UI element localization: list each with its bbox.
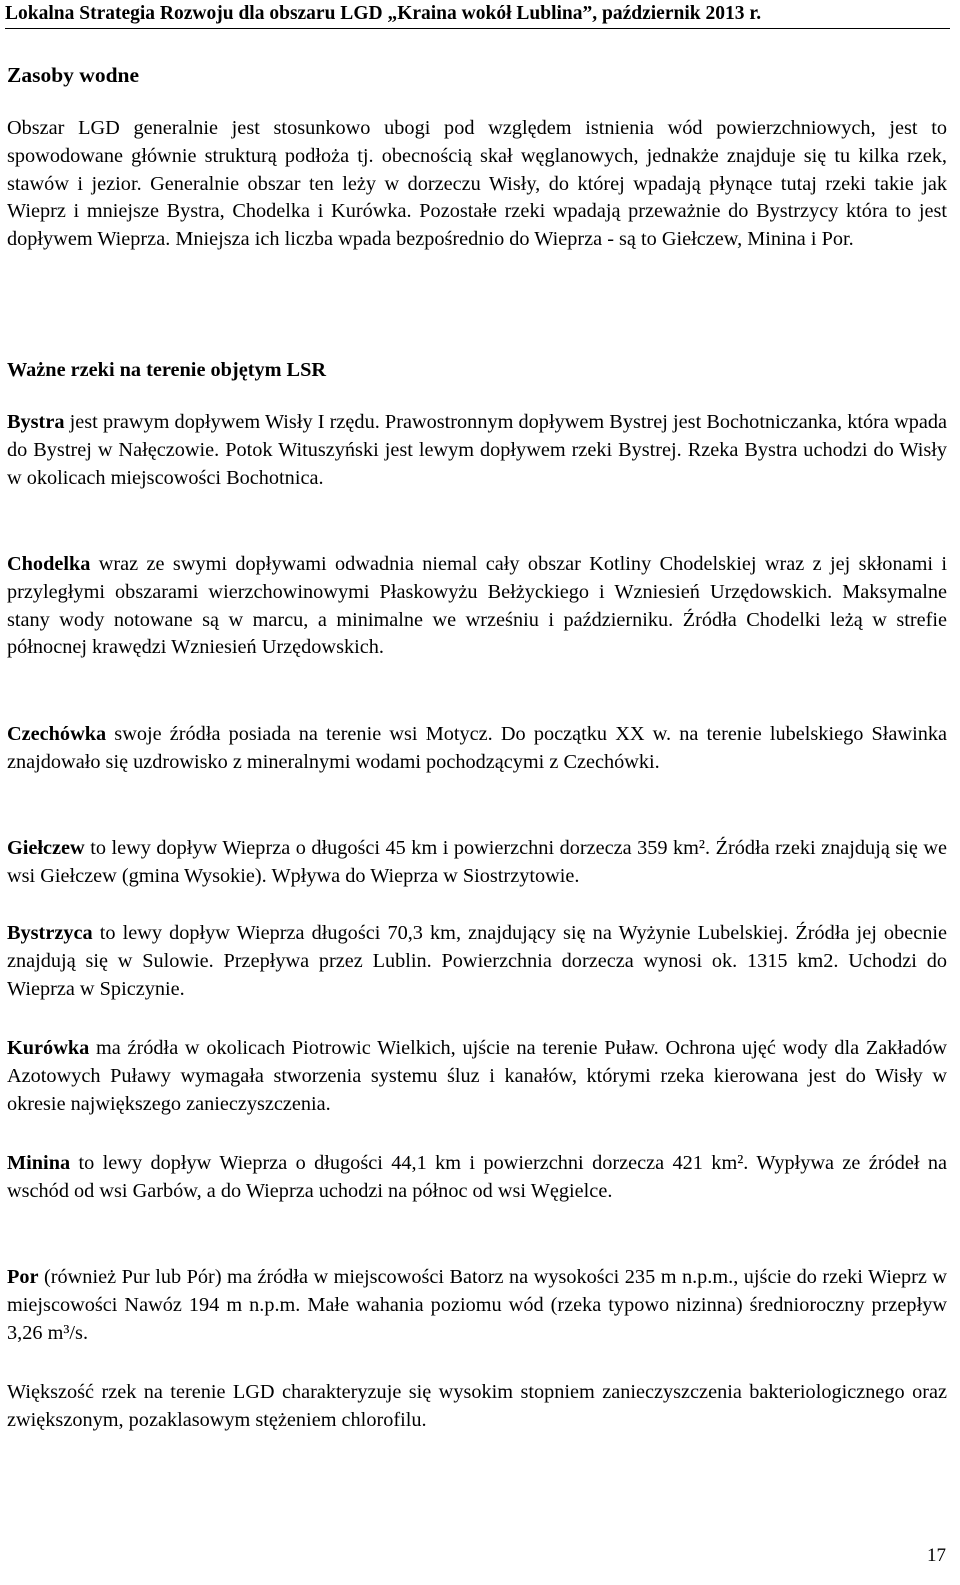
river-description: to lewy dopływ Wieprza długości 70,3 km, znajdujący się na Wyżynie Lubelskiej. Źródła jej obecnie znajdują się w Sulowie. Przepływa przez Lublin. Powierzchnia dorzecza wynosi ok. 1315 km2. Uchodzi do Wieprza w Spiczynie. — [7, 922, 947, 1000]
river-name: Giełczew — [7, 837, 85, 859]
page-number: 17 — [927, 1545, 946, 1566]
river-description: (również Pur lub Pór) ma źródła w miejscowości Batorz na wysokości 235 m n.p.m., ujście do rzeki Wieprz w miejscowości Nawóz 194 m n.p.m. Małe wahania poziomu wód (rzeka typowo nizinna) średnioroczny przepływ 3,26 m³/s. — [7, 1266, 947, 1344]
river-description: swoje źródła posiada na terenie wsi Motycz. Do początku XX w. na terenie lubelskiego Sławinka znajdowało się uzdrowisko z mineralnymi wodami pochodzącymi z Czechówki. — [7, 723, 947, 773]
river-name: Minina — [7, 1152, 71, 1174]
page-header: Lokalna Strategia Rozwoju dla obszaru LGD „Kraina wokół Lublina”, październik 2013 r. — [5, 3, 762, 24]
river-description: to lewy dopływ Wieprza o długości 44,1 km i powierzchni dorzecza 421 km². Wypływa ze źródeł na wschód od wsi Garbów, a do Wieprza uchodzi na północ od wsi Węgielce. — [7, 1152, 947, 1202]
header-divider — [5, 28, 950, 29]
river-paragraph-czechowka — [7, 721, 947, 777]
river-paragraph-bystra — [7, 409, 947, 492]
river-paragraph-minina — [7, 1150, 947, 1206]
river-name: Por — [7, 1266, 39, 1288]
river-description: ma źródła w okolicach Piotrowic Wielkich, ujście na terenie Puław. Ochrona ujęć wody dla Zakładów Azotowych Puławy wymagała stworzenia systemu śluz i kanałów, którymi rzeka kierowana jest do Wisły w okresie największego zanieczyszczenia. — [7, 1037, 947, 1115]
river-paragraph-kurowka — [7, 1035, 947, 1118]
river-paragraph-por — [7, 1264, 947, 1347]
river-paragraph-chodelka — [7, 551, 947, 662]
intro-paragraph: Obszar LGD generalnie jest stosunkowo ubogi pod względem istnienia wód powierzchniowych, jest to spowodowane głównie strukturą podłoża tj. obecnością skał węglanowych, jednakże znajduje się tu kilka rzek, stawów i jezior. Generalnie obszar ten leży w dorzeczu Wisły, do której wpadają płynące tutaj rzeki takie jak Wieprz i mniejsze Bystra, Chodelka i Kurówka. Pozostałe rzeki wpadają przeważnie do Bystrzycy która to jest dopływem Wieprza. Mniejsza ich liczba wpada bezpośrednio do Wieprza - są to Giełczew, Minina i Por. — [7, 117, 947, 251]
section-title: Zasoby wodne — [7, 63, 140, 87]
river-description: to lewy dopływ Wieprza o długości 45 km i powierzchni dorzecza 359 km². Źródła rzeki znajdują się we wsi Giełczew (gmina Wysokie). Wpływa do Wieprza w Siostrzytowie. — [7, 837, 947, 887]
river-name: Kurówka — [7, 1037, 90, 1059]
river-paragraph-bystrzyca — [7, 920, 947, 1003]
river-name: Chodelka — [7, 553, 91, 575]
subheading: Ważne rzeki na terenie objętym LSR — [7, 359, 327, 381]
river-description: wraz ze swymi dopływami odwadnia niemal cały obszar Kotliny Chodelskiej wraz z jej skłonami i przyległymi obszarami wierzchowinowymi Płaskowyżu Bełżyckiego i Wzniesień Urzędowskich. Maksymalne stany wody notowane są w marcu, a minimalne we wrześniu i październiku. Źródła Chodelki leżą w strefie północnej krawędzi Wzniesień Urzędowskich. — [7, 553, 947, 659]
river-paragraph-gielczew — [7, 835, 947, 891]
river-name: Bystra — [7, 411, 65, 433]
river-description: jest prawym dopływem Wisły I rzędu. Prawostronnym dopływem Bystrej jest Bochotniczanka, która wpada do Bystrej w Nałęczowie. Potok Wituszyński jest lewym dopływem rzeki Bystrej. Rzeka Bystra uchodzi do Wisły w okolicach miejscowości Bochotnica. — [7, 411, 947, 489]
closing-paragraph: Większość rzek na terenie LGD charakteryzuje się wysokim stopniem zanieczyszczenia bakteriologicznego oraz zwiększonym, pozaklasowym stężeniem chlorofilu. — [7, 1381, 947, 1431]
river-name: Czechówka — [7, 723, 107, 745]
river-name: Bystrzyca — [7, 922, 93, 944]
